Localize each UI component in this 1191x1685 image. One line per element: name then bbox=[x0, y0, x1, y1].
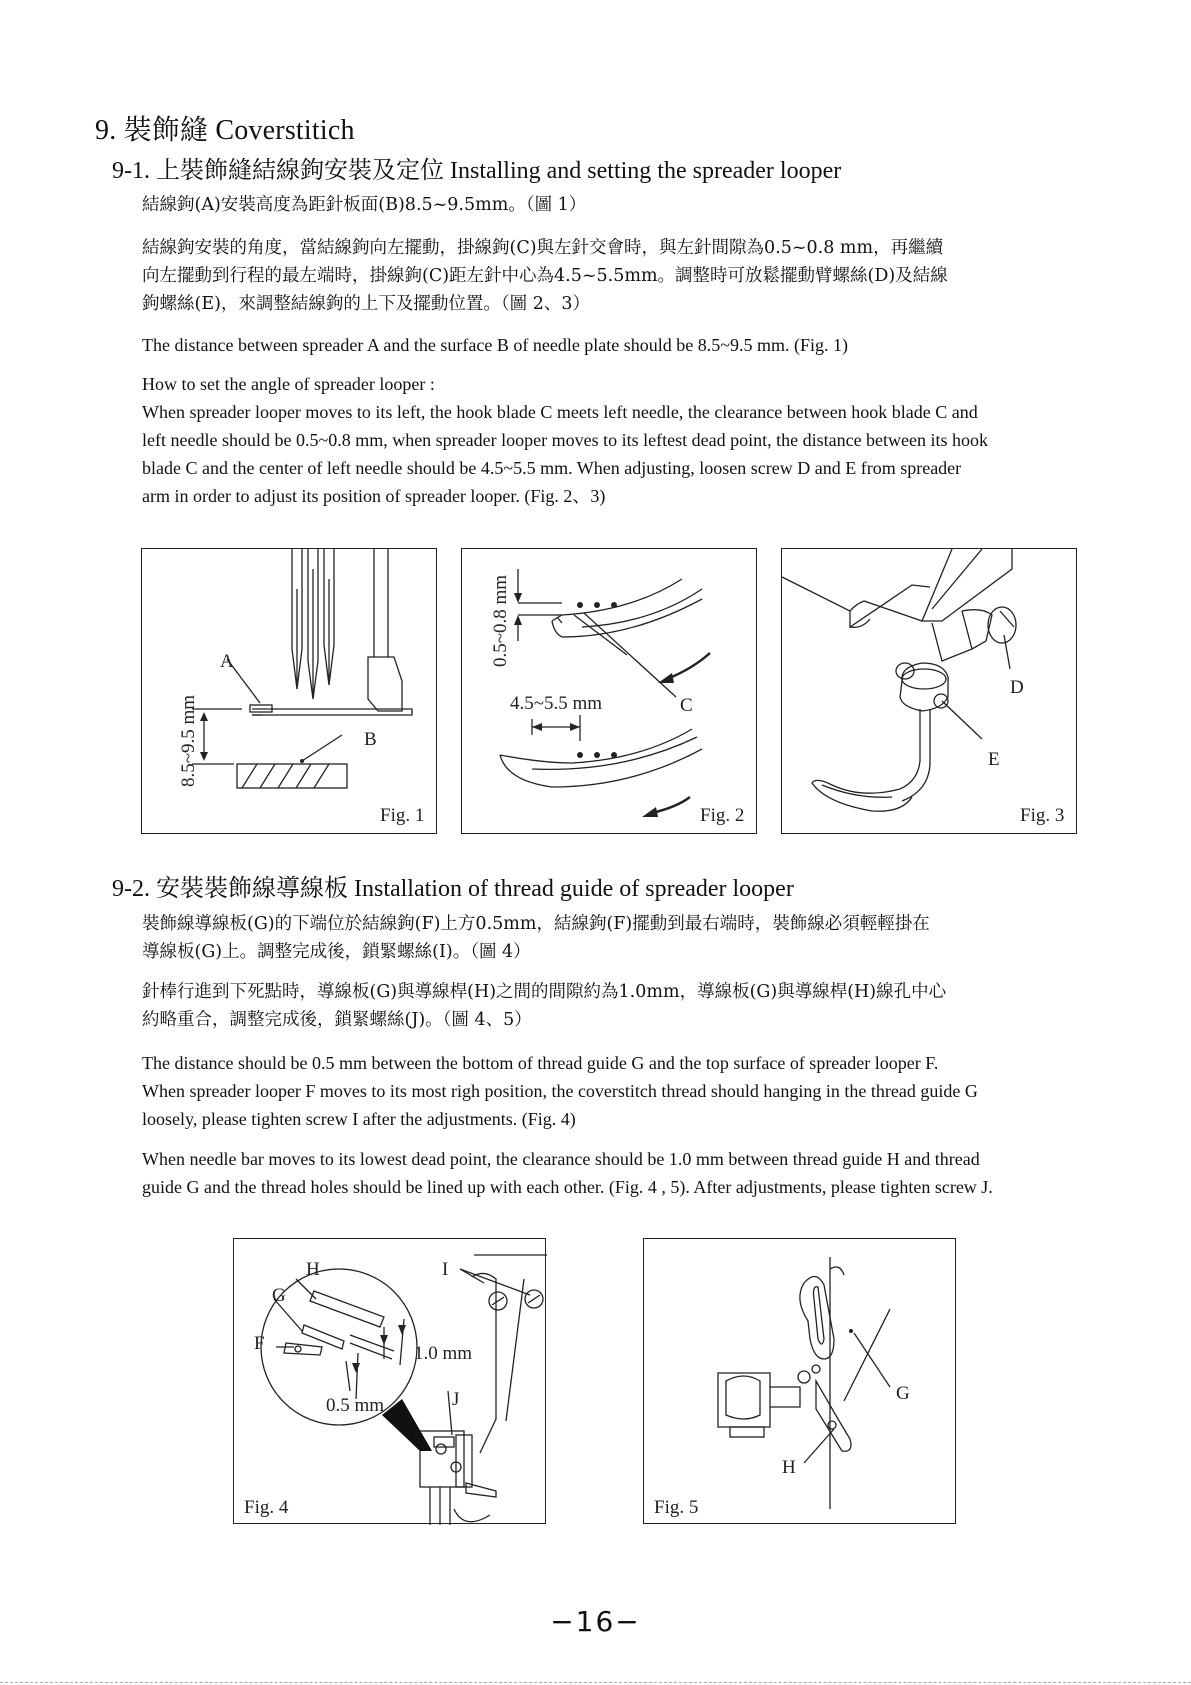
en-paragraph-2-line-1: How to set the angle of spreader looper : bbox=[142, 374, 435, 394]
fig1-caption: Fig. 1 bbox=[380, 805, 425, 826]
fig3-label-d: D bbox=[1010, 677, 1024, 698]
fig3-label-e: E bbox=[988, 749, 1000, 770]
fig1-dimension: 8.5~9.5 mm bbox=[178, 694, 199, 787]
page-number: −16− bbox=[550, 1605, 641, 1638]
zh-9-2-paragraph-2-line-1: 針棒行進到下死點時，導線板(G)與導線桿(H)之間的間隙約為1.0mm，導線板(G)與導線桿(H)線孔中心 bbox=[142, 982, 947, 1002]
fig4-label-g: G bbox=[272, 1285, 286, 1306]
fig1-label-b: B bbox=[364, 729, 377, 750]
section-title: 9. 裝飾縫 Coverstitich bbox=[95, 115, 355, 146]
bottom-divider bbox=[0, 1682, 1191, 1683]
en-9-2-paragraph-1-line-3: loosely, please tighten screw I after the adjustments. (Fig. 4) bbox=[142, 1109, 576, 1129]
figure-1 bbox=[141, 548, 437, 834]
zh-paragraph-1: 結線鉤(A)安裝高度為距針板面(B)8.5~9.5mm。（圖 1） bbox=[142, 195, 587, 215]
zh-paragraph-2-line-1: 結線鉤安裝的角度，當結線鉤向左擺動，掛線鉤(C)與左針交會時，與左針間隙為0.5~0.8 mm，再繼續 bbox=[142, 238, 944, 258]
subsection-title-9-2: 9-2. 安裝裝飾線導線板 Installation of thread guide of spreader looper bbox=[112, 876, 794, 902]
fig4-dimension-05mm: 0.5 mm bbox=[326, 1395, 385, 1416]
figure-5 bbox=[643, 1238, 956, 1524]
figure-2 bbox=[461, 548, 757, 834]
en-9-2-paragraph-1-line-2: When spreader looper F moves to its most righ position, the coverstitch thread should hanging in the thread guide G bbox=[142, 1081, 978, 1101]
fig4-caption: Fig. 4 bbox=[244, 1497, 289, 1518]
fig1-label-a: A bbox=[220, 651, 234, 672]
zh-9-2-paragraph-1-line-1: 裝飾線導線板(G)的下端位於結線鉤(F)上方0.5mm，結線鉤(F)擺動到最右端時，裝飾線必須輕輕掛在 bbox=[142, 914, 930, 934]
fig5-caption: Fig. 5 bbox=[654, 1497, 699, 1518]
en-9-2-paragraph-2-line-1: When needle bar moves to its lowest dead point, the clearance should be 1.0 mm between thread guide H and thread bbox=[142, 1149, 980, 1169]
zh-9-2-paragraph-2-line-2: 約略重合，調整完成後，鎖緊螺絲(J)。（圖 4、5） bbox=[142, 1010, 532, 1030]
figure-1-drawing bbox=[142, 549, 438, 835]
en-paragraph-2-line-3: left needle should be 0.5~0.8 mm, when spreader looper moves to its leftest dead point, the distance between its hook bbox=[142, 430, 989, 450]
fig4-label-f: F bbox=[254, 1333, 265, 1354]
fig2-dimension-distance: 4.5~5.5 mm bbox=[510, 693, 603, 714]
fig4-label-i: I bbox=[442, 1259, 449, 1280]
figure-4 bbox=[233, 1238, 546, 1524]
fig5-label-h: H bbox=[782, 1457, 796, 1478]
en-9-2-paragraph-2-line-2: guide G and the thread holes should be lined up with each other. (Fig. 4 , 5). After adjustments, please tighten screw J. bbox=[142, 1177, 993, 1197]
zh-paragraph-2-line-2: 向左擺動到行程的最左端時，掛線鉤(C)距左針中心為4.5~5.5mm。調整時可放鬆擺動臂螺絲(D)及結線 bbox=[142, 266, 948, 286]
figure-5-drawing bbox=[644, 1239, 957, 1525]
fig5-label-g: G bbox=[896, 1383, 910, 1404]
figure-3-drawing bbox=[782, 549, 1078, 835]
fig4-dimension-1mm: 1.0 mm bbox=[414, 1343, 473, 1364]
figure-2-drawing bbox=[462, 549, 758, 835]
fig2-caption: Fig. 2 bbox=[700, 805, 745, 826]
figure-3 bbox=[781, 548, 1077, 834]
zh-9-2-paragraph-1-line-2: 導線板(G)上。調整完成後，鎖緊螺絲(I)。（圖 4） bbox=[142, 942, 531, 962]
en-paragraph-1: The distance between spreader A and the surface B of needle plate should be 8.5~9.5 mm. (Fig. 1) bbox=[142, 335, 849, 355]
en-paragraph-2-line-2: When spreader looper moves to its left, the hook blade C meets left needle, the clearance between hook blade C and bbox=[142, 402, 978, 422]
fig4-label-h: H bbox=[306, 1259, 320, 1280]
fig4-label-j: J bbox=[452, 1389, 460, 1410]
en-9-2-paragraph-1-line-1: The distance should be 0.5 mm between the bottom of thread guide G and the top surface of spreader looper F. bbox=[142, 1053, 939, 1073]
en-paragraph-2-line-5: arm in order to adjust its position of spreader looper. (Fig. 2、3) bbox=[142, 486, 606, 506]
fig2-label-c: C bbox=[680, 695, 693, 716]
en-paragraph-2-line-4: blade C and the center of left needle should be 4.5~5.5 mm. When adjusting, loosen screw D and E from spreader bbox=[142, 458, 962, 478]
figure-4-drawing bbox=[234, 1239, 547, 1525]
fig3-caption: Fig. 3 bbox=[1020, 805, 1065, 826]
subsection-title-9-1: 9-1. 上裝飾縫結線鉤安裝及定位 Installing and setting the spreader looper bbox=[112, 158, 842, 184]
fig2-dimension-gap: 0.5~0.8 mm bbox=[490, 574, 511, 667]
zh-paragraph-2-line-3: 鉤螺絲(E)，來調整結線鉤的上下及擺動位置。（圖 2、3） bbox=[142, 294, 591, 314]
